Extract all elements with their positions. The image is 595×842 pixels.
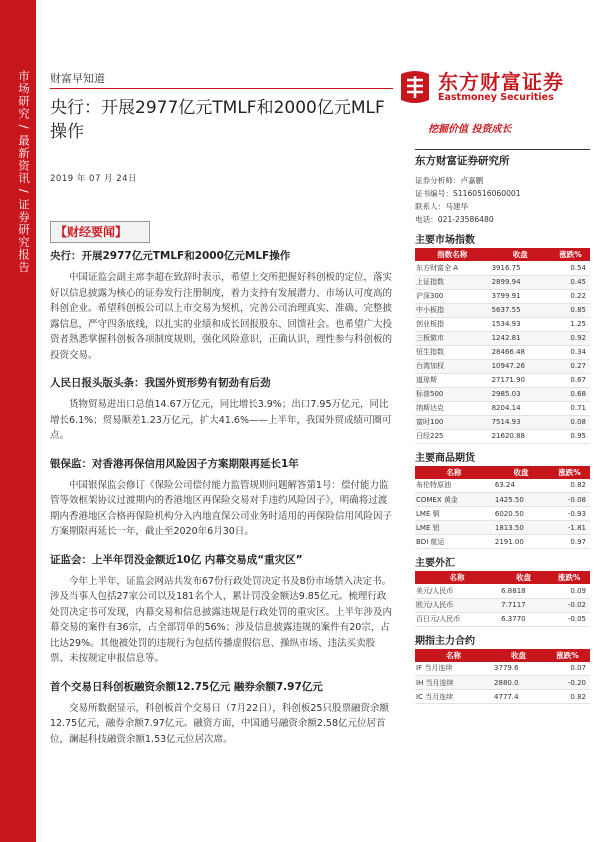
cell-name: IH 当月连续 [415, 676, 492, 690]
cell-change: 0.22 [551, 289, 590, 303]
cell-change: 1.25 [551, 317, 590, 331]
news-body: 交易所数据显示，科创板首个交易日（7月22日），科创板25只股票融资余额12.75亿元，融券余额7.97亿元。融资方面，中国通号融资余额2.58亿元位居首位，澜起科技融资余额1.53亿元位居次席。 [50, 702, 389, 745]
cell-change: 0.45 [551, 275, 590, 289]
cell-change: 0.92 [551, 331, 590, 345]
report-kind: 财富早知道 [50, 72, 105, 85]
institute-name: 东方财富证券研究所 [415, 149, 590, 168]
cell-name: 东方财富全 A [415, 261, 490, 275]
cell-name: 上证指数 [415, 275, 490, 289]
sidebar [0, 0, 36, 842]
table-row [415, 261, 590, 275]
cell-name: BDI 航运 [415, 535, 493, 549]
cell-close: 1813.50 [493, 521, 549, 535]
col-header: 收盘 [493, 466, 549, 479]
cell-change: 0.07 [545, 662, 590, 676]
cell-name: 美元/人民币 [415, 584, 499, 598]
news-headline: 证监会：上半年罚没金额近10亿 内幕交易成“重灾区” [50, 553, 303, 566]
table-row [415, 690, 590, 704]
cell-close: 3916.75 [490, 261, 551, 275]
news-headline: 银保监：对香港再保信用风险因子方案期限再延长1年 [50, 457, 299, 470]
table-row [415, 535, 590, 549]
cell-change: -0.08 [549, 493, 590, 507]
cell-name: 布伦特原油 [415, 479, 493, 493]
table-row [415, 373, 590, 387]
news-body: 中国证监会副主席李超在致辞时表示，希望上交所把握好科创板的定位，落实好以信息披露为核心的证券发行注册制度，着力支持有发展潜力、市场认可度高的科创企业。希望科创板公司以上市交易为契机，完善公司治理真实、准确、完整披露信息，严守四条底线，以扎实的业绩和成长回报股东、回馈社会。也希望广大投资者熟悉掌握科创板各项制度规则，强化风险意识，正确认识，理性参与科创板的投资交易。 [50, 272, 393, 361]
cell-change: 0.09 [548, 584, 590, 598]
col-header: 收盘 [490, 248, 551, 261]
table-row [415, 676, 590, 690]
table-row [415, 415, 590, 429]
logo-cn-text: 东方财富证券 [438, 70, 564, 94]
col-header: 名称 [415, 649, 492, 662]
cell-change: -0.02 [548, 598, 590, 612]
cell-close: 5637.55 [490, 303, 551, 317]
cell-change: 0.54 [551, 261, 590, 275]
news-body: 中国银保监会修订《保险公司偿付能力监管规则问题解答第1号：偿付能力监管等效框架协议过渡期内的香港地区再保险交易对手违约风险因子》，明确将过渡期内香港地区合格再保险机构分入内地直保公司业务时适用的再保险信用风险因子方案期限再延长一年，截止至2020年6月30日。 [50, 479, 393, 537]
col-header: 涨跌% [545, 649, 590, 662]
logo [398, 64, 588, 112]
sidebar-text: 市场研究 / 最新资讯 / 证券研究报告 [17, 70, 31, 274]
cell-name: 台湾加权 [415, 359, 490, 373]
cell-change: -0.20 [545, 676, 590, 690]
cell-change: -0.93 [549, 507, 590, 521]
news-item [50, 375, 392, 444]
cell-name: 纳斯达克 [415, 401, 490, 415]
table-row [415, 289, 590, 303]
cell-name: IC 当月连续 [415, 690, 492, 704]
table-row [415, 612, 590, 626]
cell-name: 中小板指 [415, 303, 490, 317]
commodities-title: 主要商品期货 [415, 452, 475, 464]
cell-name: LME 铝 [415, 521, 493, 535]
cell-close: 2880.0 [492, 676, 545, 690]
col-header: 涨跌% [551, 248, 590, 261]
cell-close: 7514.93 [490, 415, 551, 429]
news-item [50, 248, 392, 363]
col-header: 收盘 [492, 649, 545, 662]
cell-close: 2191.00 [493, 535, 549, 549]
table-row [415, 275, 590, 289]
market-index-block [415, 234, 590, 444]
cell-name: 恒生指数 [415, 345, 490, 359]
phone: 电话：021-23586480 [415, 215, 494, 224]
table-row [415, 359, 590, 373]
cell-change: 0.85 [551, 303, 590, 317]
cell-close: 6020.50 [493, 507, 549, 521]
news-item [50, 552, 392, 667]
cell-close: 63.24 [493, 479, 549, 493]
cell-change: 0.97 [549, 535, 590, 549]
cell-close: 10947.26 [490, 359, 551, 373]
futures-table [415, 649, 590, 705]
table-row [415, 331, 590, 345]
eastmoney-logo-mark [398, 66, 432, 106]
cell-name: LME 铜 [415, 507, 493, 521]
cell-change: 0.27 [551, 359, 590, 373]
news-body: 今年上半年，证监会网站共发布67份行政处罚决定书及8份市场禁入决定书。涉及当事人包括27家公司以及181名个人，累计罚没金额达9.85亿元。梳理行政处罚决定书可发现，内幕交易和信息披露违规是行政处罚的重灾区。上半年涉及内幕交易的案件有36宗，占全部罚单的56%；涉及信息披露违规的案件有20宗，占比达29%。其他被处罚的违规行为包括传播虚假信息、操纵市场、违法买卖股票、未按规定申报信息等。 [50, 575, 393, 664]
commodities-table [415, 466, 590, 550]
cell-close: 3779.6 [492, 662, 545, 676]
table-row [415, 521, 590, 535]
news-item [50, 679, 392, 748]
col-header: 涨跌% [548, 571, 590, 584]
table-row [415, 387, 590, 401]
market-index-title: 主要市场指数 [415, 235, 475, 246]
col-header: 收盘 [499, 571, 548, 584]
cell-close: 1534.93 [490, 317, 551, 331]
news-column [50, 248, 392, 747]
cell-name: 道琼斯 [415, 373, 490, 387]
cell-name: 欧元/人民币 [415, 598, 499, 612]
cell-change: 0.34 [551, 345, 590, 359]
cell-close: 8204.14 [490, 401, 551, 415]
cell-change: 0.82 [549, 479, 590, 493]
table-row [415, 303, 590, 317]
news-headline: 首个交易日科创板融资余额12.75亿元 融券余额7.97亿元 [50, 680, 323, 693]
news-body: 货物贸易进出口总值14.67万亿元，同比增长3.9%；出口7.95万亿元，同比增长6.1%；贸易顺差1.23万亿元，扩大41.6%——上半年，我国外贸成绩可圈可点。 [50, 399, 392, 441]
slogan: 挖掘价值 投资成长 [428, 124, 512, 135]
cell-close: 6.3770 [499, 612, 548, 626]
cell-close: 1242.81 [490, 331, 551, 345]
table-row [415, 584, 590, 598]
table-row [415, 345, 590, 359]
col-header: 名称 [415, 571, 499, 584]
cell-change: -0.05 [548, 612, 590, 626]
cell-change: -1.81 [549, 521, 590, 535]
page-title: 央行：开展2977亿元TMLF和2000亿元MLF操作 [50, 98, 385, 142]
table-row [415, 479, 590, 493]
col-header: 名称 [415, 466, 493, 479]
table-row [415, 662, 590, 676]
fx-title: 主要外汇 [415, 558, 455, 569]
table-row [415, 493, 590, 507]
cell-name: 沪深300 [415, 289, 490, 303]
fx-table [415, 571, 590, 627]
col-header: 涨跌% [549, 466, 590, 479]
commodities-block [415, 452, 590, 550]
cell-close: 4777.4 [492, 690, 545, 704]
table-row [415, 429, 590, 443]
futures-title: 期指主力合约 [415, 635, 475, 647]
cell-change: 0.67 [551, 373, 590, 387]
title-rule [50, 88, 393, 89]
cell-close: 2899.94 [490, 275, 551, 289]
cell-change: 0.68 [551, 387, 590, 401]
cell-close: 7.7117 [499, 598, 548, 612]
news-item [50, 456, 392, 540]
cell-close: 2985.03 [490, 387, 551, 401]
cell-name: 三板做市 [415, 331, 490, 345]
contact: 联系人：马建华 [415, 202, 469, 211]
cell-name: 创业板指 [415, 317, 490, 331]
cell-change: 0.08 [551, 415, 590, 429]
table-row [415, 317, 590, 331]
col-header: 指数名称 [415, 248, 490, 261]
cell-change: 0.71 [551, 401, 590, 415]
logo-en-text: Eastmoney Securities [438, 92, 554, 103]
section-label: 【财经要闻】 [50, 221, 150, 243]
cell-name: 标普500 [415, 387, 490, 401]
cell-name: 富时100 [415, 415, 490, 429]
cell-close: 27171.90 [490, 373, 551, 387]
cell-close: 6.8818 [499, 584, 548, 598]
cert-number: 证书编号：S1160516060001 [415, 189, 521, 198]
cell-close: 21620.88 [490, 429, 551, 443]
futures-block [415, 635, 590, 705]
cell-name: 日经225 [415, 429, 490, 443]
news-headline: 央行：开展2977亿元TMLF和2000亿元MLF操作 [50, 250, 291, 262]
cell-name: COMEX 黄金 [415, 493, 493, 507]
table-row [415, 598, 590, 612]
cell-name: IF 当月连续 [415, 662, 492, 676]
news-headline: 人民日报头版头条：我国外贸形势有韧劲有后劲 [50, 377, 271, 389]
cell-close: 1425.50 [493, 493, 549, 507]
cell-change: 0.82 [545, 690, 590, 704]
market-index-table [415, 248, 590, 444]
fx-block [415, 557, 590, 627]
cell-close: 3799.91 [490, 289, 551, 303]
analyst: 证券分析师：卢嘉鹏 [415, 176, 484, 185]
table-row [415, 507, 590, 521]
report-date: 2019 年 07 月 24日 [50, 174, 138, 184]
cell-change: 0.95 [551, 429, 590, 443]
right-column [415, 149, 590, 704]
table-row [415, 401, 590, 415]
cell-close: 28466.48 [490, 345, 551, 359]
cell-name: 百日元/人民币 [415, 612, 499, 626]
